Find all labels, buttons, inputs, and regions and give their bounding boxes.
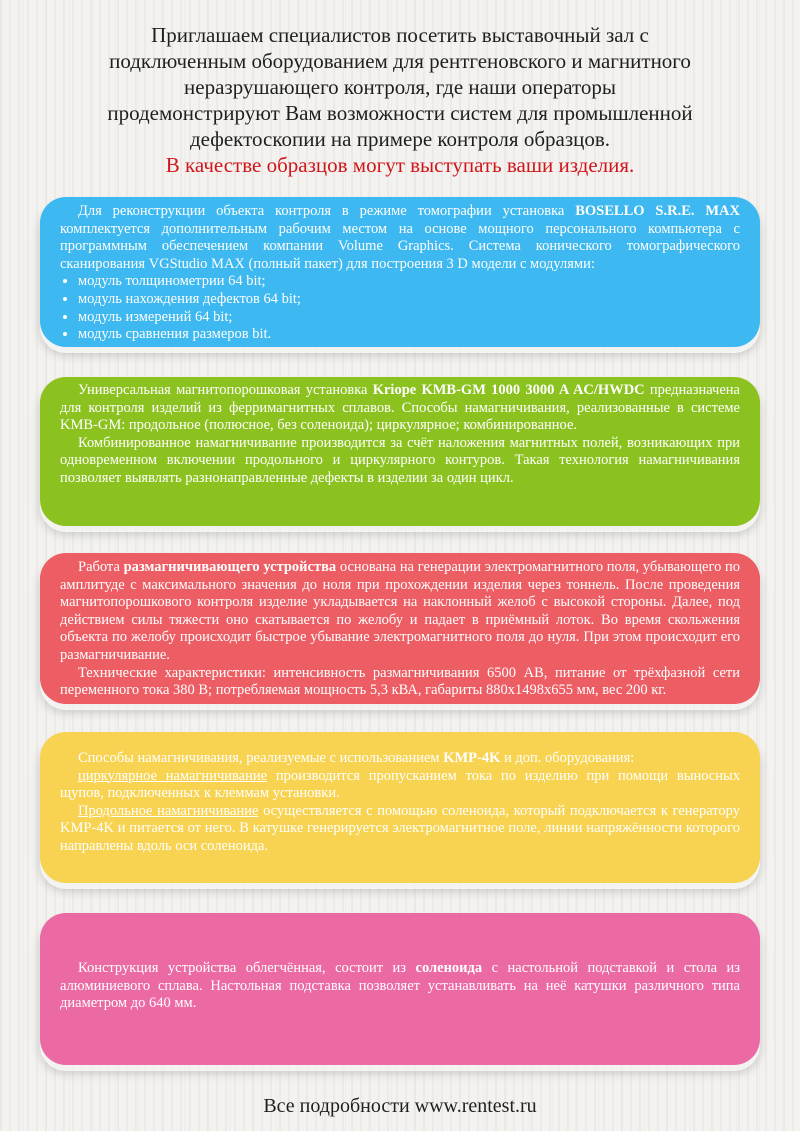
- demagnetizer-text-end: основана на генерации электромагнитного поля, убывающего по амплитуде с максимального значения до ноля при прохождении изделия через тоннель. После проведения магнитопорошкового контроля изделие укладывается на наклонный желоб с высокой стороны. Далее, под действием силы тяжести оно скатывается по желобу и падает в приёмный лоток. Во время скольжения объекта по желобу происходит быстрое убывание электромагнитного поля до нуля. При этом происходит его размагничивание.: [60, 559, 741, 663]
- intro-line-4: продемонстрируют Вам возможности систем для промышленной: [107, 101, 693, 125]
- kmp-text-end: и доп. оборудования:: [500, 750, 635, 766]
- longitudinal-magnetization-term: Продольное намагничивание: [78, 802, 259, 819]
- magnetic-paragraph-2: Комбинированное намагничивание производится за счёт наложения магнитных полей, возникающих при одновременном включении продольного и циркулярного контуров. Такая технология намагничивания позволяет выявлять разнонаправленные дефекты в изделии за один цикл.: [60, 434, 740, 486]
- demagnetizer-text-start: Работа: [78, 559, 124, 575]
- intro-text: [40, 22, 760, 178]
- kmp-text-start: Способы намагничивания, реализуемые с использованием: [78, 750, 444, 766]
- solenoid-text-end: с настольной подставкой и стола из алюминиевого сплава. Настольная подставка позволяет устанавливать на неё катушки различного типа диаметром до 640 мм.: [60, 960, 740, 1012]
- module-item: • модуль сравнения размеров bit.: [78, 326, 740, 344]
- module-item: • модуль нахождения дефектов 64 bit;: [78, 291, 740, 309]
- card-tomography: [40, 197, 760, 347]
- magnetic-text-end: предназначена для контроля изделий из ферримагнитных сплавов. Способы намагничивания, реализованные в системе KMB-GM: продольное (полюсное, без соленоида); циркулярное; комбинированное.: [60, 382, 740, 434]
- magnetic-paragraph-1: [60, 382, 740, 435]
- module-item: • модуль толщинометрии 64 bit;: [78, 273, 740, 291]
- module-list: [60, 273, 740, 343]
- intro-line-2: подключенным оборудованием для рентгеновского и магнитного: [109, 49, 691, 73]
- kmp-product-name: KMP-4K: [443, 750, 501, 766]
- demagnetizer-paragraph-1: [60, 559, 740, 665]
- circular-magnetization-text: производится пропусканием тока по изделию при помощи выносных щупов, подключенных к клеммам установки.: [60, 767, 740, 802]
- tomography-text-start: Для реконструкции объекта контроля в режиме томографии установка: [78, 203, 576, 219]
- solenoid-paragraph: [60, 960, 740, 1013]
- card-demagnetizer: [40, 553, 760, 704]
- circular-magnetization-term: циркулярное намагничивание: [78, 767, 268, 784]
- demagnetizer-device-name: размагничивающего устройства: [123, 559, 337, 575]
- solenoid-term: соленоида: [415, 960, 483, 976]
- solenoid-text-start: Конструкция устройства облегчённая, состоит из: [78, 960, 416, 976]
- intro-line-5: дефектоскопии на примере контроля образцов.: [189, 127, 611, 151]
- kmp-paragraph-2: [60, 768, 740, 803]
- intro-invite: В качестве образцов могут выступать ваши изделия.: [165, 153, 635, 177]
- kmp-paragraph-1: [60, 750, 740, 768]
- intro-line-1: Приглашаем специалистов посетить выставочный зал с: [151, 23, 649, 47]
- tomography-paragraph: [60, 203, 740, 273]
- intro-line-3: неразрушающего контроля, где наши операторы: [184, 75, 616, 99]
- magnetic-text-start: Универсальная магнитопорошковая установка: [78, 382, 373, 398]
- card-kmp-4k: [40, 732, 760, 883]
- card-magnetic-particle: [40, 377, 760, 526]
- module-item: • модуль измерений 64 bit;: [78, 309, 740, 327]
- tomography-text-end: комплектуется дополнительным рабочим местом на основе мощного персонального компьютера с программным обеспечением компании Volume Graphics. Система конического томографического сканирования VGStudio MAX (полный пакет) для построения 3 D модели с модулями:: [60, 220, 740, 272]
- tomography-product-name: BOSELLO S.R.E. MAX: [575, 203, 740, 219]
- footer-link-text: Все подробности www.rentest.ru: [263, 1095, 537, 1117]
- kmp-paragraph-3: [60, 803, 740, 856]
- demagnetizer-specs: Технические характеристики: интенсивность размагничивания 6500 АВ, питание от трёхфазной сети переменного тока 380 В; потребляемая мощность 5,3 кВА, габариты 880х1498х655 мм, вес 200 кг.: [60, 664, 740, 699]
- longitudinal-magnetization-text: осуществляется с помощью соленоида, который подключается к генератору KMP-4K и питается от него. В катушке генерируется электромагнитное поле, линии напряжённости которого направлены вдоль оси соленоида.: [60, 802, 740, 854]
- card-solenoid: [40, 913, 760, 1065]
- magnetic-product-name: Kriope KMB-GM 1000 3000 A AC/HWDC: [372, 382, 645, 398]
